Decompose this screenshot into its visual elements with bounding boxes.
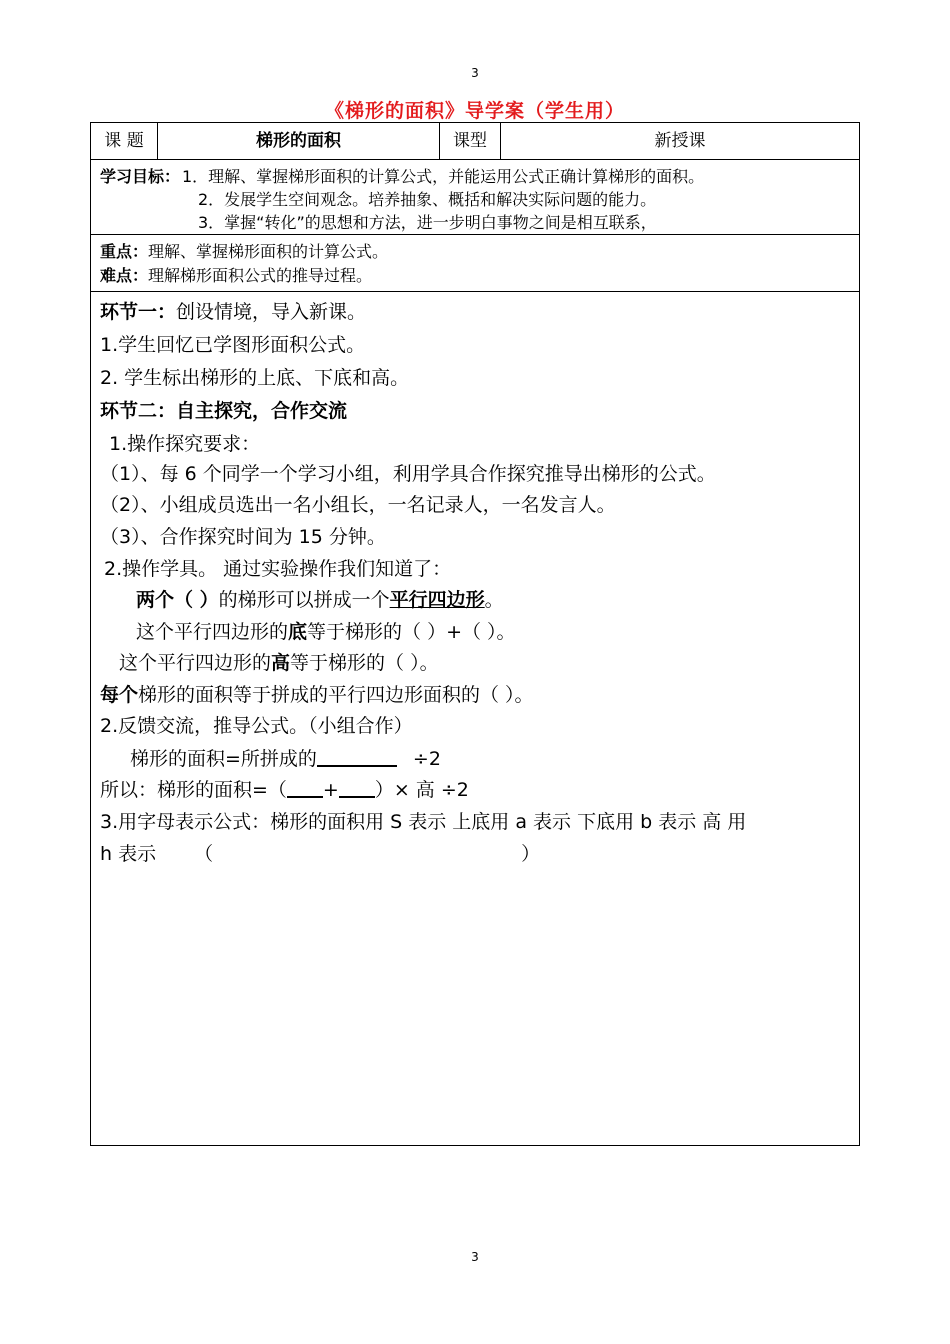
- objectives-section: [91, 159, 859, 235]
- keypoints-section: [91, 234, 859, 292]
- section-two-title: 环节二：自主探究，合作交流: [100, 400, 348, 422]
- key-point: [100, 239, 388, 262]
- key-label: 重点：: [100, 242, 149, 261]
- requirement-item: （3）、合作探究时间为 15 分钟。: [100, 526, 386, 548]
- feedback-heading: 2.反馈交流，推导公式。（小组合作）: [100, 715, 413, 737]
- key-text: 理解、掌握梯形面积的计算公式。: [148, 242, 389, 261]
- page-number-top: 3: [471, 66, 479, 80]
- objective-item: 3．掌握“转化”的思想和方法，进一步明白事物之间是相互联系，: [198, 213, 657, 232]
- topic-label: 课 题: [104, 131, 144, 151]
- fill-line-4: 每个梯形的面积等于拼成的平行四边形面积的（ ）。: [100, 684, 534, 706]
- page-number-bottom: 3: [471, 1250, 479, 1264]
- requirement-item: （2）、小组成员选出一名小组长，一名记录人，一名发言人。: [100, 494, 616, 516]
- objective-item: 1．理解、掌握梯形面积的计算公式，并能运用公式正确计算梯形的面积。: [182, 167, 705, 186]
- formula-line-4: h 表示 （ ）: [100, 843, 541, 865]
- fill-line-2: 这个平行四边形的底等于梯形的（ ）+（ ）。: [136, 621, 516, 643]
- document-title: 《梯形的面积》导学案（学生用）: [324, 100, 625, 122]
- blank-line: [339, 778, 375, 798]
- section-one-item: 1.学生回忆已学图形面积公式。: [100, 334, 366, 356]
- formula-line-2: 所以：梯形的面积=（ + ）× 高 ÷2: [100, 779, 469, 801]
- operation-heading: 2.操作学具。 通过实验操作我们知道了：: [104, 558, 452, 580]
- objectives-label: 学习目标：: [100, 167, 181, 186]
- requirement-item: （1）、每 6 个同学一个学习小组，利用学具合作探究推导出梯形的公式。: [100, 463, 716, 485]
- section-one-title: 环节一：创设情境，导入新课。: [100, 301, 367, 323]
- type-value: 新授课: [654, 131, 706, 151]
- blank-line: [317, 747, 397, 767]
- lesson-table: [90, 122, 860, 1146]
- type-label: 课型: [453, 131, 487, 151]
- blank-line: [287, 778, 323, 798]
- formula-line-1: 梯形的面积=所拼成的 ÷2: [130, 748, 441, 770]
- topic-value: 梯形的面积: [256, 131, 341, 151]
- fill-line-1: 两个（ ）的梯形可以拼成一个平行四边形。: [136, 589, 504, 611]
- difficulty-label: 难点：: [100, 266, 149, 285]
- difficulty-text: 理解梯形面积公式的推导过程。: [148, 266, 373, 285]
- objective-item: 2．发展学生空间观念。培养抽象、概括和解决实际问题的能力。: [198, 190, 657, 209]
- header-row: [91, 123, 859, 160]
- formula-line-3: 3.用字母表示公式：梯形的面积用 S 表示 上底用 a 表示 下底用 b 表示 高 用: [100, 811, 747, 833]
- requirements-heading: 1.操作探究要求：: [109, 433, 261, 455]
- section-one-item: 2. 学生标出梯形的上底、下底和高。: [100, 367, 410, 389]
- difficulty-point: [100, 263, 372, 286]
- fill-line-3: 这个平行四边形的高等于梯形的（ ）。: [119, 652, 439, 674]
- activity-section: [91, 291, 859, 1145]
